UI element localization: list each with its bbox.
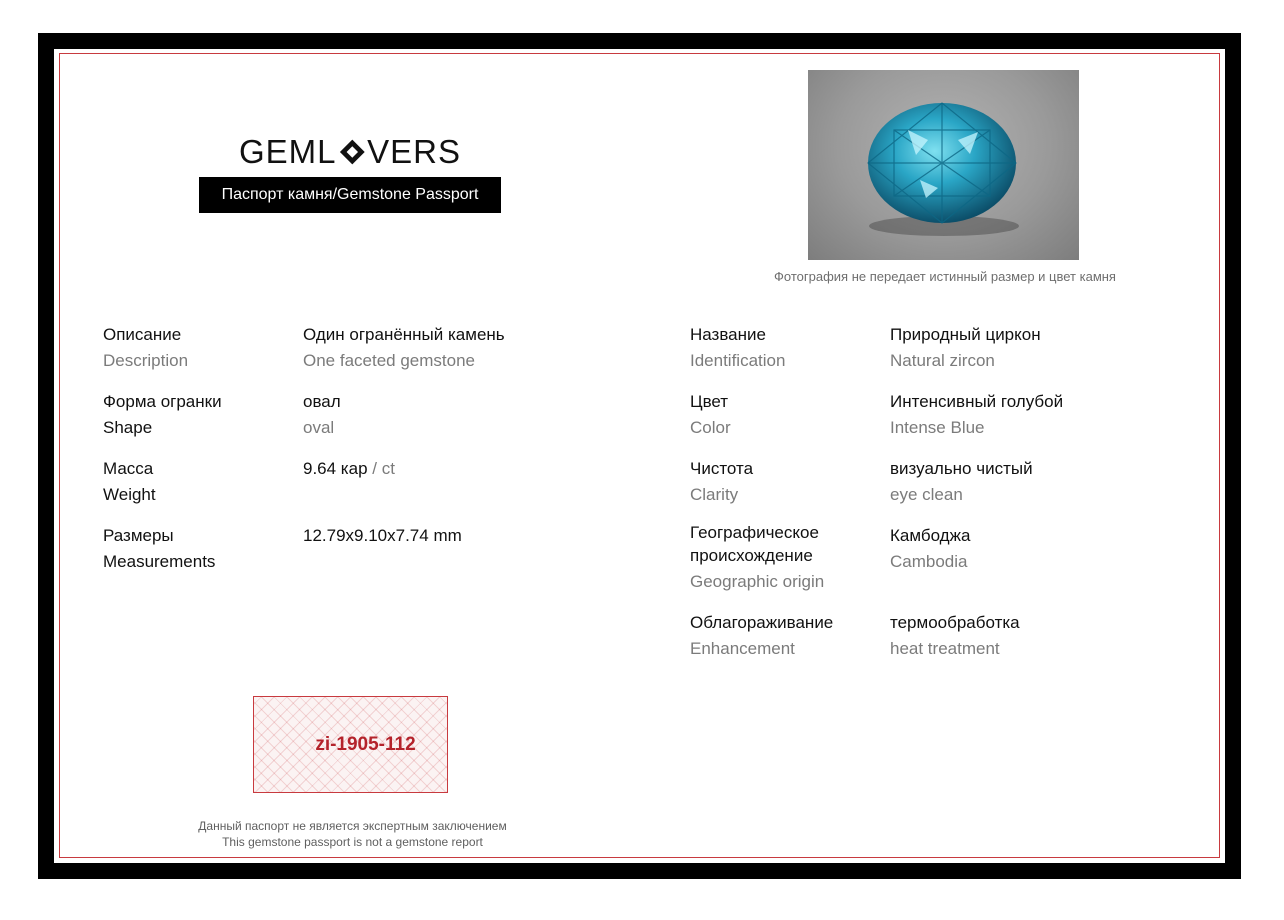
disclaimer-en: This gemstone passport is not a gemstone report: [222, 835, 483, 849]
photo-disclaimer: Фотография не передает истинный размер и цвет камня: [774, 269, 1116, 284]
color-value-en: Intense Blue: [890, 418, 985, 437]
clarity-label-ru: Чистота: [690, 459, 754, 478]
origin-value-ru: Камбоджа: [890, 526, 971, 545]
weight-value: [303, 456, 395, 482]
weight-value-en: / ct: [372, 459, 395, 478]
weight-label-en: Weight: [103, 485, 156, 504]
shape-value-en: oval: [303, 418, 335, 437]
diamond-icon: [338, 137, 367, 167]
description-value-ru: Один огранённый камень: [303, 325, 505, 344]
weight-value-ru: 9.64 кар: [303, 459, 368, 478]
passport-code: zi-1905-112: [315, 733, 416, 755]
gemstone-photo: [808, 70, 1079, 260]
identification-value-en: Natural zircon: [890, 351, 995, 370]
color-label-ru: Цвет: [690, 392, 729, 411]
weight-label-ru: Масса: [103, 459, 154, 478]
enhancement-value-en: heat treatment: [890, 639, 1000, 658]
measurements-value: 12.79x9.10x7.74 mm: [303, 526, 462, 545]
color-label-en: Color: [690, 418, 731, 437]
origin-label-ru-line1: Географическое: [690, 523, 819, 542]
measurements-label-en: Measurements: [103, 552, 216, 571]
shape-label-en: Shape: [103, 418, 153, 437]
enhancement-value-ru: термообработка: [890, 613, 1020, 632]
passport-title: Паспорт камня/Gemstone Passport: [199, 177, 501, 213]
passport-stamp: [253, 696, 448, 793]
description-value-en: One faceted gemstone: [303, 351, 476, 370]
identification-value-ru: Природный циркон: [890, 325, 1041, 344]
description-label-ru: Описание: [103, 325, 182, 344]
color-value-ru: Интенсивный голубой: [890, 392, 1064, 411]
clarity-value-ru: визуально чистый: [890, 459, 1033, 478]
origin-label-en: Geographic origin: [690, 572, 825, 591]
logo-text-left: GEML: [239, 133, 337, 170]
origin-label-ru-line2: происхождение: [690, 546, 813, 565]
brand-logo: [239, 132, 461, 172]
identification-label-ru: Название: [690, 325, 766, 344]
origin-value-en: Cambodia: [890, 552, 968, 571]
clarity-label-en: Clarity: [690, 485, 739, 504]
identification-label-en: Identification: [690, 351, 786, 370]
description-label-en: Description: [103, 351, 189, 370]
logo-text-right: VERS: [367, 133, 461, 170]
enhancement-label-en: Enhancement: [690, 639, 795, 658]
enhancement-label-ru: Облагораживание: [690, 613, 834, 632]
shape-label-ru: Форма огранки: [103, 392, 222, 411]
clarity-value-en: eye clean: [890, 485, 963, 504]
disclaimer-ru: Данный паспорт не является экспертным заключением: [198, 819, 507, 833]
gemstone-image: [808, 70, 1079, 260]
shape-value-ru: овал: [303, 392, 341, 411]
measurements-label-ru: Размеры: [103, 526, 174, 545]
